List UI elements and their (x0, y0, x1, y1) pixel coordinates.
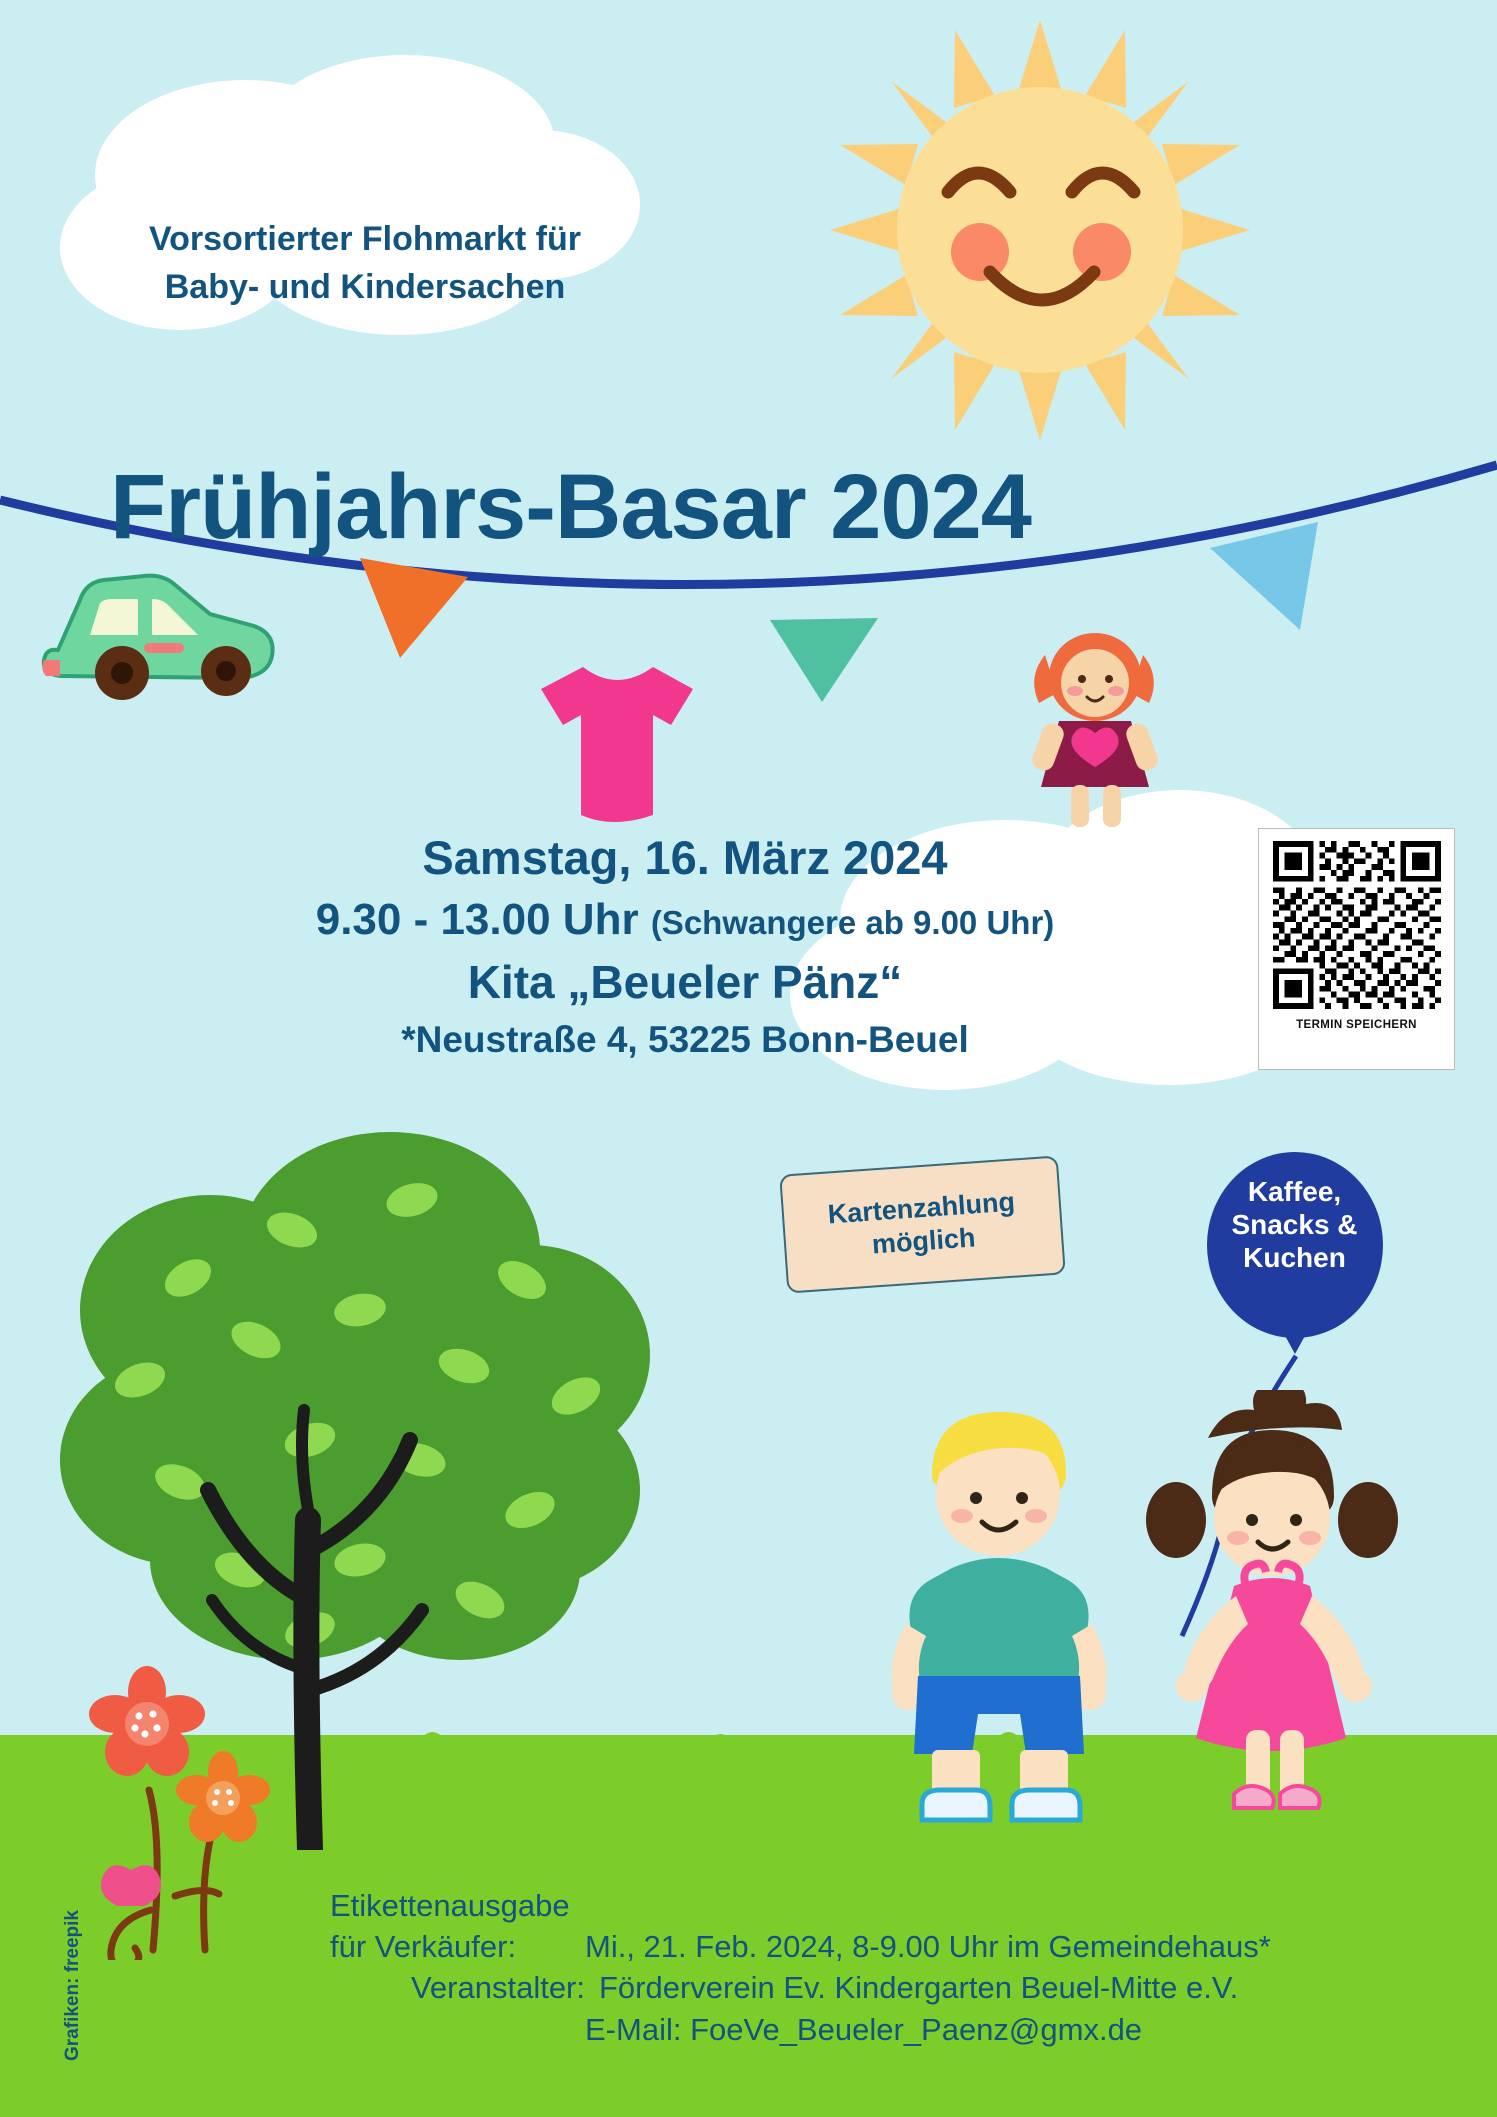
footer-email[interactable]: E-Mail: FoeVe_Beueler_Paenz@gmx.de (585, 2011, 1143, 2047)
footer-row (330, 2009, 1470, 2050)
footer-label-1: für Verkäufer: (330, 1929, 517, 1965)
event-date-value: 16. März 2024 (644, 831, 948, 884)
qr-caption: TERMIN SPEICHERN (1296, 1019, 1417, 1031)
title-main: Frühjahrs-Basar (110, 456, 806, 558)
flowers-illustration (75, 1660, 335, 1960)
toy-car-icon (40, 555, 290, 710)
footer-label-2: Veranstalter: (410, 1970, 585, 2006)
footer-label-0: Etikettenausgabe (330, 1888, 570, 1923)
card-payment-line-1: Kartenzahlung (826, 1186, 1016, 1230)
sun-icon (830, 20, 1250, 440)
footer-row (330, 1967, 1470, 2008)
footer-value-2: Förderverein Ev. Kindergarten Beuel-Mitte e.V. (599, 1970, 1239, 2006)
event-time-value: 9.30 - 13.00 Uhr (315, 895, 639, 944)
dress-icon (525, 655, 710, 840)
footer-info (330, 1885, 1470, 2050)
balloon-line-3: Kuchen (1243, 1242, 1346, 1274)
event-venue: Kita „Beueler Pänz“ (467, 956, 903, 1008)
card-payment-line-2: möglich (870, 1221, 977, 1260)
girl-figure (1146, 1390, 1398, 1808)
flower-red (89, 1666, 205, 1776)
subtitle-text (100, 215, 630, 312)
boy-figure (891, 1412, 1106, 1820)
flower-orange (176, 1751, 270, 1842)
title-year: 2024 (830, 456, 1031, 558)
event-date-weekday: Samstag, (422, 831, 632, 884)
graphics-credit: Grafiken: freepik (62, 1910, 83, 2061)
page-title (110, 455, 1270, 560)
event-details (120, 830, 1250, 1061)
balloon-line-2: Snacks & (1231, 1209, 1358, 1241)
event-address: *Neustraße 4, 53225 Bonn-Beuel (401, 1019, 969, 1060)
event-time-note: (Schwangere ab 9.00 Uhr) (650, 904, 1055, 941)
flag-teal (770, 618, 878, 702)
footer-value-1: Mi., 21. Feb. 2024, 8-9.00 Uhr im Gemeindehaus* (585, 1929, 1271, 1965)
footer-label-3 (330, 2009, 585, 2050)
footer-row (330, 1926, 1470, 1967)
doll-icon (1015, 625, 1175, 830)
balloon-label (1222, 1175, 1367, 1274)
footer-row (330, 1885, 1470, 1926)
subtitle-line-1: Vorsortierter Flohmarkt für (148, 220, 581, 258)
qr-code-box[interactable] (1258, 828, 1455, 1070)
balloon-line-1: Kaffee, (1247, 1176, 1342, 1207)
qr-code-icon[interactable] (1273, 841, 1441, 1009)
subtitle-line-2: Baby- und Kindersachen (164, 268, 566, 307)
flower-pink-bud (101, 1865, 161, 1906)
card-payment-sticker (779, 1155, 1066, 1293)
event-time (120, 895, 1250, 945)
children-illustration (860, 1390, 1460, 1880)
event-date (120, 830, 1250, 885)
